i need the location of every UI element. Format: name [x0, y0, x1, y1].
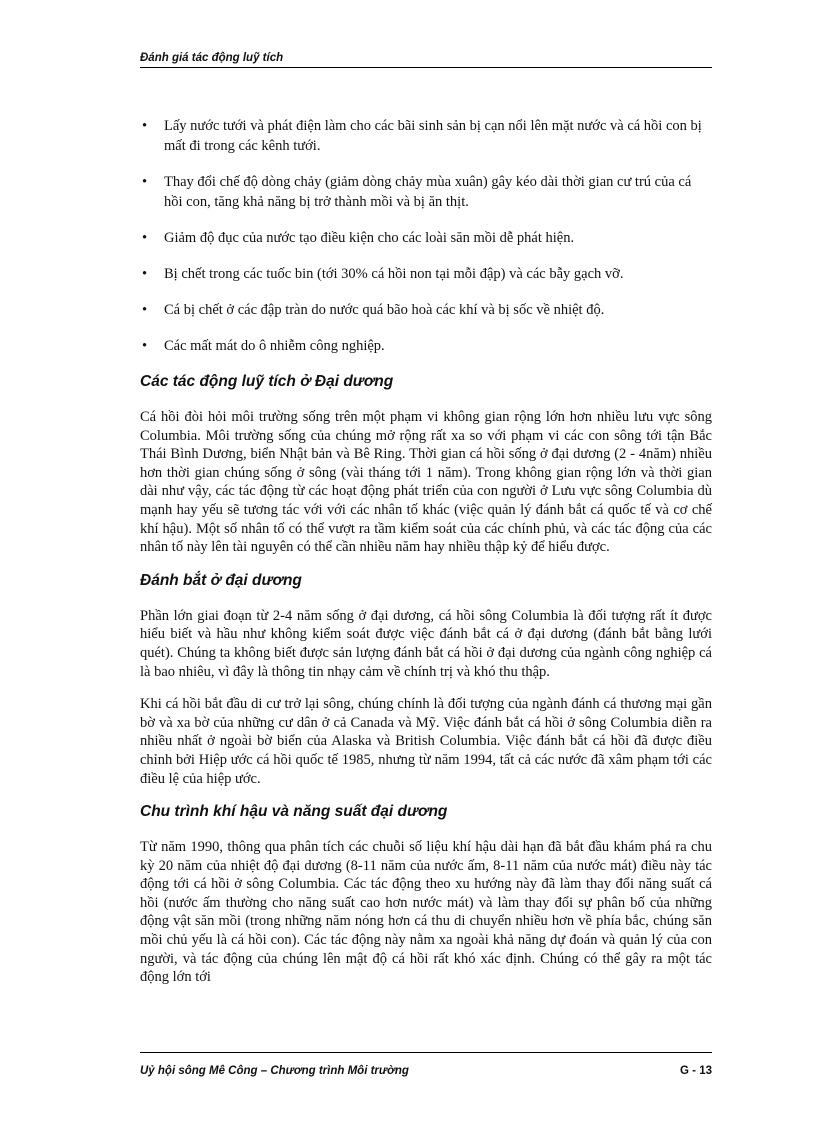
- footer-organization: Uỷ hội sông Mê Công – Chương trình Môi trường: [140, 1065, 409, 1077]
- list-item: • Các mất mát do ô nhiễm công nghiệp.: [142, 338, 385, 354]
- list-item: • Giảm độ đục của nước tạo điều kiện cho các loài săn mồi dễ phát hiện.: [142, 230, 575, 246]
- page-content: [140, 116, 712, 1001]
- page-footer: [140, 1052, 712, 1077]
- bullet-icon: •: [142, 230, 148, 246]
- bullet-icon: •: [142, 174, 148, 190]
- page-header: [140, 52, 712, 68]
- list-item: • Bị chết trong các tuốc bin (tới 30% cá hồi non tại mỗi đập) và các bẫy gạch vỡ.: [142, 266, 624, 282]
- page-number: G - 13: [680, 1065, 712, 1077]
- bullet-icon: •: [142, 266, 148, 282]
- paragraph: Khi cá hồi bắt đầu di cư trở lại sông, chúng chính là đối tượng của ngành đánh cá thương mại gần bờ và xa bờ của những cư dân ở cả Canada và Mỹ. Việc đánh bắt cá hồi ở sông Columbia diễn ra nhiều nhất ở ngoài bờ biển của Alaska và British Columbia. Việc đánh bắt cá hồi đã được điều chỉnh bởi Hiệp ước cá hồi quốc tế 1985, nhưng từ năm 1994, tất cả các nước đã xâm phạm tới các điều lệ của hiệp ước.: [140, 696, 712, 787]
- list-item: • Thay đổi chế độ dòng chảy (giảm dòng chảy mùa xuân) gây kéo dài thời gian cư trú của cá hồi con, tăng khả năng bị trở thành mồi và bị ăn thịt.: [142, 174, 692, 210]
- paragraph: Phần lớn giai đoạn từ 2-4 năm sống ở đại dương, cá hồi sông Columbia là đối tượng rất ít được hiểu biết và hầu như không kiểm soát được việc đánh bắt cá ở đại dương (đánh bắt bằng lưới quét). Chúng ta không biết được sản lượng đánh bắt cá hồi ở đại dương của ngành công nghiệp cá là bao nhiêu, vì đây là thông tin nhạy cảm về chính trị và khó thu thập.: [140, 607, 712, 680]
- list-item: • Lấy nước tưới và phát điện làm cho các bãi sinh sản bị cạn nổi lên mặt nước và cá hồi con bị mất đi trong các kênh tưới.: [142, 118, 702, 154]
- bullet-list: [140, 116, 712, 356]
- header-title: Đánh giá tác động luỹ tích: [140, 52, 284, 64]
- section-heading-ocean-impacts: Các tác động luỹ tích ở Đại dương: [140, 373, 394, 390]
- bullet-icon: •: [142, 118, 148, 134]
- section-heading-ocean-fishing: Đánh bắt ở đại dương: [140, 571, 302, 589]
- list-item: • Cá bị chết ở các đập tràn do nước quá bão hoà các khí và bị sốc về nhiệt độ.: [142, 302, 605, 318]
- bullet-icon: •: [142, 338, 148, 354]
- paragraph: Cá hồi đòi hỏi môi trường sống trên một phạm vi không gian rộng lớn hơn nhiều lưu vực sông Columbia. Môi trường sống của chúng mở rộng rất xa so với phạm vi các con sông tới tận Bắc Thái Bình Dương, biển Nhật bản và Bê Ring. Thời gian cá hồi sống ở đại dương (2 - 4năm) nhiều hơn thời gian chúng sống ở sông (vài tháng tới 1 năm). Trong không gian rộng lớn và thời gian dài như vậy, các tác động từ các hoạt động phát triển của con người ở Lưu vực sông Columbia dù mạnh hay yếu sẽ tương tác với với các nhân tố khác (việc quản lý đánh bắt cá quốc tế và cơ chế khí hậu). Một số nhân tố có thể vượt ra tầm kiểm soát của các chính phủ, và các tác động của các nhân tố này lên tài nguyên có thể cần nhiều năm hay nhiều thập kỷ để hiểu được.: [140, 409, 712, 556]
- paragraph: Từ năm 1990, thông qua phân tích các chuỗi số liệu khí hậu dài hạn đã bắt đầu khám phá ra chu kỳ 20 năm của nhiệt độ đại dương (8-11 năm của nước ấm, 8-11 năm của nước mát) điều này tác động tới cá hồi ở sông Columbia. Các tác động theo xu hướng này đã làm thay đổi năng suất cá hồi (nước ấm thường cho năng suất cao hơn nước mát) và làm thay đổi sự phân bố của những động vật săn mồi (trong những năm nóng hơn cá thu di chuyển nhiều hơn về phía bắc, chúng săn mồi chủ yếu là cá hồi con). Các tác động này nằm xa ngoài khả năng dự đoán và quản lý của con người, và tác động của chúng lên mật độ cá hồi rất khó xác định. Chúng có thể gây ra một tác động lớn tới: [140, 839, 712, 986]
- section-heading-climate-cycle: Chu trình khí hậu và năng suất đại dương: [140, 803, 448, 821]
- bullet-icon: •: [142, 302, 148, 318]
